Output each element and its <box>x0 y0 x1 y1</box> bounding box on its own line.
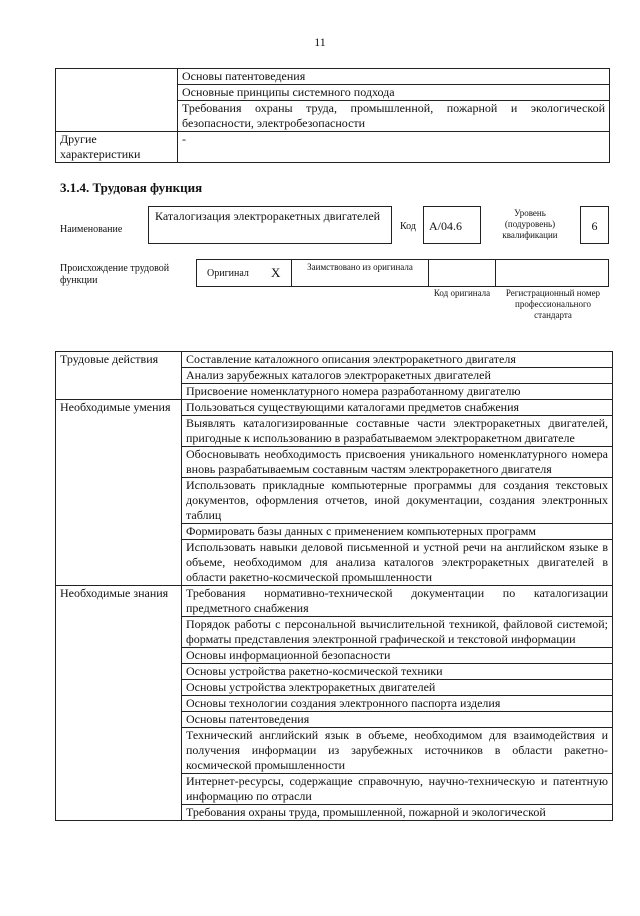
table-cell: Основы информационной безопасности <box>182 648 613 664</box>
table-cell: Интернет-ресурсы, содержащие справочную, научно-техническую и патентную информацию по отрасли <box>182 774 613 805</box>
section-title: 3.1.4. Трудовая функция <box>60 180 203 195</box>
table-row <box>56 352 613 368</box>
table-cell: Основы патентоведения <box>178 69 610 85</box>
group-label: Необходимые умения <box>56 400 182 586</box>
labor-function-table <box>55 351 613 821</box>
table-cell: Выявлять каталогизированные составные части электроракетных двигателей, пригодные к использованию в разрабатываемом электроракетном двигателе <box>182 416 613 447</box>
original-box <box>196 259 292 287</box>
table-cell: Основы патентоведения <box>182 712 613 728</box>
other-characteristics-label: Другие характеристики <box>56 132 178 163</box>
origin-label: Происхождение трудовой функции <box>60 263 170 286</box>
borrowed-box: Заимствовано из оригинала <box>291 259 429 287</box>
registration-number-box <box>495 259 609 287</box>
page-number: 11 <box>314 35 326 49</box>
table-cell: Требования охраны труда, промышленной, пожарной и экологической <box>182 805 613 821</box>
table-cell: Использовать навыки деловой письменной и устной речи на английском языке в объеме, необходимом для анализа каталогов электроракетных двигателей в области ракетно-космической промышленности <box>182 540 613 586</box>
table-cell: Обосновывать необходимость присвоения уникального номенклатурного номера вновь разрабатываемым составным частям электроракетного двигателя <box>182 447 613 478</box>
table-row <box>56 132 610 163</box>
table-cell: Основы устройства ракетно-космической техники <box>182 664 613 680</box>
empty-label-cell <box>56 69 178 132</box>
table-cell: Требования охраны труда, промышленной, пожарной и экологической безопасности, электробезопасности <box>178 101 610 132</box>
table-cell: Составление каталожного описания электроракетного двигателя <box>182 352 613 368</box>
name-value-box: Каталогизация электроракетных двигателей <box>148 206 392 244</box>
name-label: Наименование <box>60 224 123 235</box>
group-label: Необходимые знания <box>56 586 182 821</box>
table-cell: Основы технологии создания электронного паспорта изделия <box>182 696 613 712</box>
table-row <box>56 400 613 416</box>
original-code-caption: Код оригинала <box>433 288 491 298</box>
group-label: Трудовые действия <box>56 352 182 400</box>
level-label: Уровень (подуровень) квалификации <box>502 208 558 240</box>
original-mark: X <box>271 265 281 280</box>
table-cell: Основы устройства электроракетных двигателей <box>182 680 613 696</box>
registration-number-caption: Регистрационный номер профессионального стандарта <box>505 288 601 320</box>
table-cell: Порядок работы с персональной вычислительной техникой, файловой системой; форматы представления электронной графической и текстовой информации <box>182 617 613 648</box>
original-code-box <box>428 259 496 287</box>
table-cell: Присвоение номенклатурного номера разработанному двигателю <box>182 384 613 400</box>
table-cell: Основные принципы системного подхода <box>178 85 610 101</box>
code-value-box: A/04.6 <box>423 206 481 244</box>
table-cell: Технический английский язык в объеме, необходимом для взаимодействия и получения информации из зарубежных источников в области ракетно-космической промышленности <box>182 728 613 774</box>
table-row <box>56 586 613 617</box>
other-characteristics-value: - <box>178 132 610 163</box>
original-label: Оригинал <box>207 268 249 279</box>
table-cell: Пользоваться существующими каталогами предметов снабжения <box>182 400 613 416</box>
level-value-box: 6 <box>580 206 609 244</box>
code-label: Код <box>400 221 416 232</box>
continued-table <box>55 68 610 163</box>
table-cell: Анализ зарубежных каталогов электроракетных двигателей <box>182 368 613 384</box>
table-row <box>56 69 610 85</box>
table-cell: Требования нормативно-технической документации по каталогизации предметного снабжения <box>182 586 613 617</box>
table-cell: Формировать базы данных с применением компьютерных программ <box>182 524 613 540</box>
table-cell: Использовать прикладные компьютерные программы для создания текстовых документов, оформления отчетов, иной документации, создания электронных таблиц <box>182 478 613 524</box>
